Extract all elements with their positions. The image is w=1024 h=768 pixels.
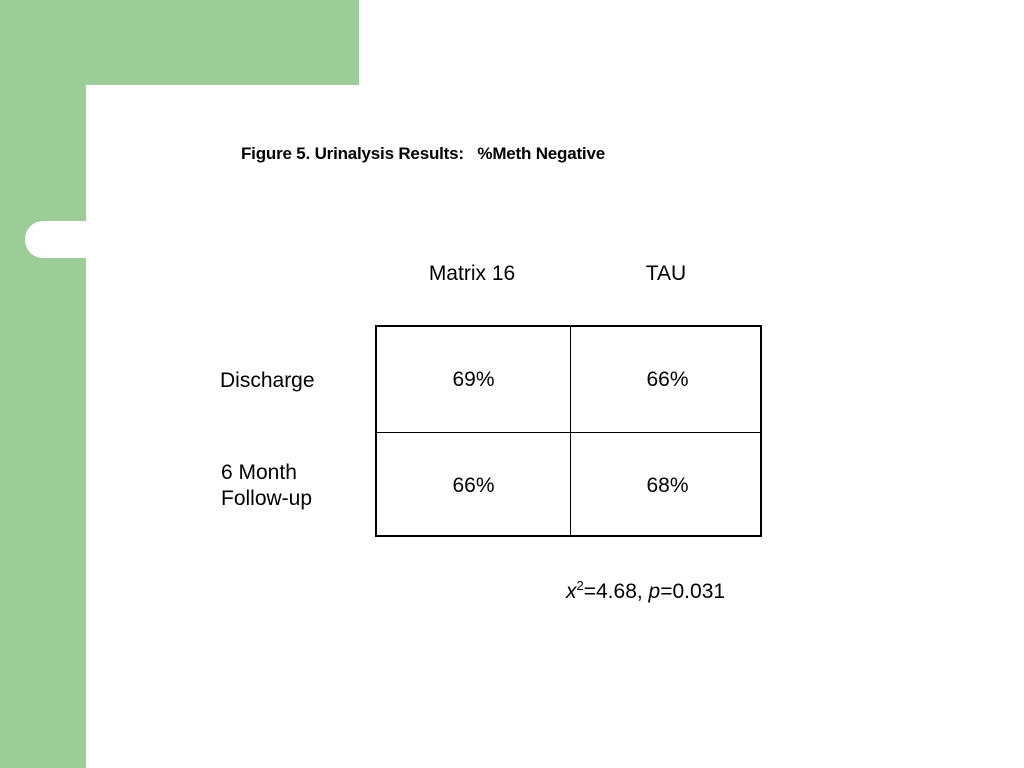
decorative-tab <box>25 221 105 258</box>
table-cell-discharge-matrix16: 69% <box>452 367 495 391</box>
table-cell-followup-matrix16: 66% <box>452 473 495 497</box>
decorative-rounded-corner <box>86 85 206 205</box>
chi-value: =4.68, <box>583 580 649 603</box>
column-header-tau: TAU <box>645 262 687 285</box>
figure-title: Figure 5. Urinalysis Results: %Meth Negative <box>241 144 605 163</box>
row-label-line: 6 Month <box>221 461 297 484</box>
decorative-green-band-left <box>0 0 86 768</box>
row-label-followup <box>221 460 312 512</box>
statistics-line <box>566 580 725 604</box>
column-header-matrix16: Matrix 16 <box>428 262 516 285</box>
chi-symbol: x <box>566 580 577 603</box>
p-symbol: p <box>648 580 661 603</box>
row-label-line: Discharge <box>220 369 315 392</box>
row-label-discharge <box>220 368 315 394</box>
table-cell-followup-tau: 68% <box>646 473 689 497</box>
results-table <box>375 325 762 537</box>
p-value: =0.031 <box>660 580 726 603</box>
table-cell-discharge-tau: 66% <box>646 367 689 391</box>
row-label-line: Follow-up <box>221 487 313 510</box>
chi-exponent: 2 <box>576 578 584 593</box>
